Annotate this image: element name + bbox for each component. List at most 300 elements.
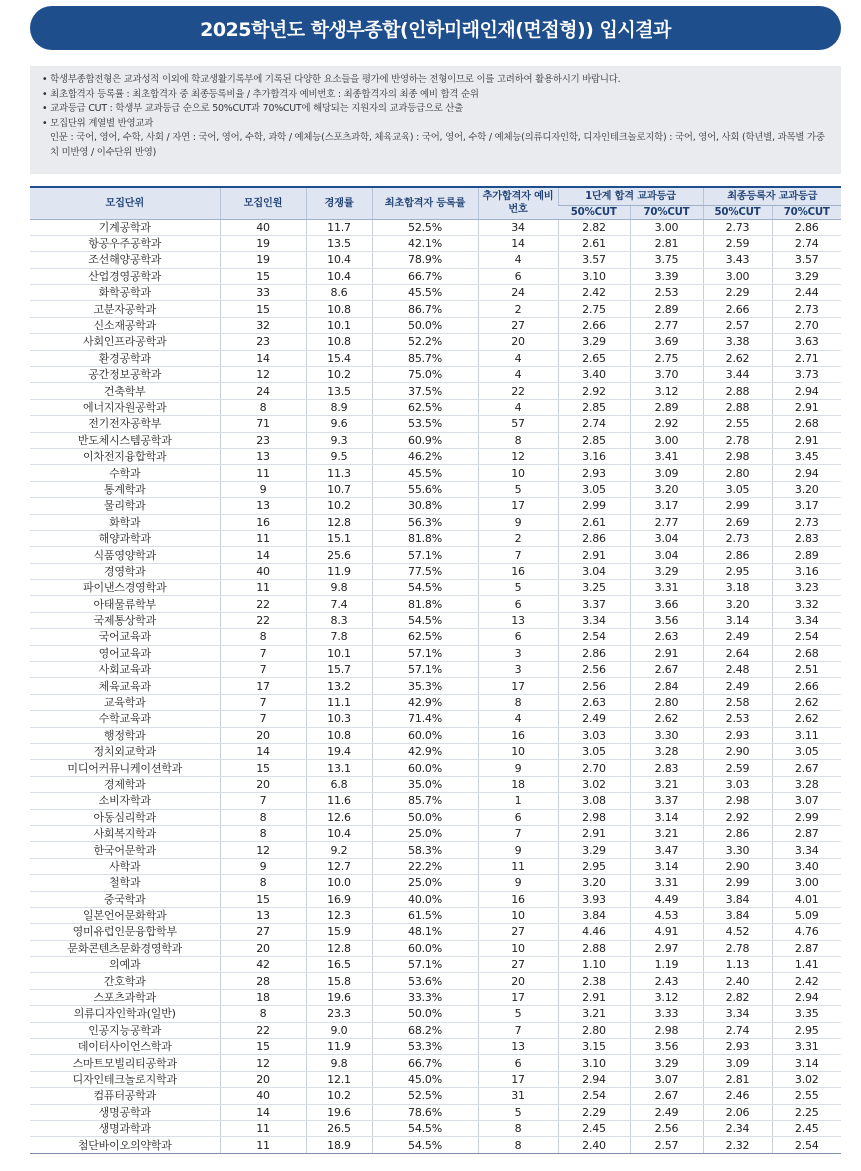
stage1-50-cell: 2.70 bbox=[558, 760, 630, 776]
waitlist-cell: 10 bbox=[478, 465, 558, 481]
quota-cell: 12 bbox=[220, 842, 306, 858]
final-50-cell: 2.90 bbox=[703, 858, 772, 874]
ratio-cell: 10.2 bbox=[306, 367, 372, 383]
final-70-cell: 2.67 bbox=[772, 760, 841, 776]
final-70-cell: 3.29 bbox=[772, 268, 841, 284]
first-reg-cell: 53.6% bbox=[372, 973, 478, 989]
ratio-cell: 10.0 bbox=[306, 875, 372, 891]
stage1-70-cell: 4.91 bbox=[630, 924, 703, 940]
first-reg-cell: 52.5% bbox=[372, 1088, 478, 1104]
first-reg-cell: 56.3% bbox=[372, 514, 478, 530]
stage1-50-cell: 3.16 bbox=[558, 448, 630, 464]
final-70-cell: 2.89 bbox=[772, 547, 841, 563]
table-row bbox=[30, 760, 841, 776]
quota-cell: 11 bbox=[220, 530, 306, 546]
col-unit-header: 모집단위 bbox=[30, 187, 220, 219]
final-70-cell: 3.45 bbox=[772, 448, 841, 464]
first-reg-cell: 78.9% bbox=[372, 252, 478, 268]
final-50-cell: 2.06 bbox=[703, 1104, 772, 1120]
table-row bbox=[30, 744, 841, 760]
table-row bbox=[30, 383, 841, 399]
quota-cell: 15 bbox=[220, 1039, 306, 1055]
stage1-50-cell: 2.80 bbox=[558, 1022, 630, 1038]
waitlist-cell: 4 bbox=[478, 350, 558, 366]
waitlist-cell: 20 bbox=[478, 973, 558, 989]
waitlist-cell: 10 bbox=[478, 940, 558, 956]
stage1-70-cell: 2.83 bbox=[630, 760, 703, 776]
final-50-cell: 3.30 bbox=[703, 842, 772, 858]
unit-cell: 사회교육과 bbox=[30, 662, 220, 678]
table-row bbox=[30, 662, 841, 678]
final-50-cell: 2.49 bbox=[703, 678, 772, 694]
first-reg-cell: 46.2% bbox=[372, 448, 478, 464]
unit-cell: 국제통상학과 bbox=[30, 612, 220, 628]
final-70-cell: 2.83 bbox=[772, 530, 841, 546]
table-row bbox=[30, 940, 841, 956]
quota-cell: 20 bbox=[220, 727, 306, 743]
ratio-cell: 8.6 bbox=[306, 285, 372, 301]
waitlist-cell: 31 bbox=[478, 1088, 558, 1104]
quota-cell: 7 bbox=[220, 711, 306, 727]
waitlist-cell: 4 bbox=[478, 399, 558, 415]
stage1-70-cell: 3.14 bbox=[630, 858, 703, 874]
stage1-50-cell: 2.45 bbox=[558, 1120, 630, 1136]
stage1-70-cell: 3.29 bbox=[630, 1055, 703, 1071]
stage1-70-cell: 2.89 bbox=[630, 399, 703, 415]
table-row bbox=[30, 367, 841, 383]
unit-cell: 파이낸스경영학과 bbox=[30, 580, 220, 596]
table-row bbox=[30, 793, 841, 809]
final-50-cell: 2.58 bbox=[703, 694, 772, 710]
final-50-cell: 2.57 bbox=[703, 317, 772, 333]
stage1-70-cell: 4.53 bbox=[630, 907, 703, 923]
final-70-cell: 1.41 bbox=[772, 957, 841, 973]
stage1-70-cell: 3.29 bbox=[630, 563, 703, 579]
unit-cell: 항공우주공학과 bbox=[30, 235, 220, 251]
table-row bbox=[30, 285, 841, 301]
final-50-cell: 2.92 bbox=[703, 809, 772, 825]
table-row bbox=[30, 629, 841, 645]
quota-cell: 23 bbox=[220, 334, 306, 350]
title-banner bbox=[30, 6, 841, 50]
waitlist-cell: 5 bbox=[478, 481, 558, 497]
final-50-cell: 2.49 bbox=[703, 629, 772, 645]
col-stage1-70-header: 70%CUT bbox=[630, 205, 703, 219]
stage1-70-cell: 3.56 bbox=[630, 1039, 703, 1055]
table-row bbox=[30, 1104, 841, 1120]
quota-cell: 71 bbox=[220, 416, 306, 432]
first-reg-cell: 55.6% bbox=[372, 481, 478, 497]
quota-cell: 8 bbox=[220, 825, 306, 841]
unit-cell: 수학과 bbox=[30, 465, 220, 481]
stage1-70-cell: 2.67 bbox=[630, 1088, 703, 1104]
table-row bbox=[30, 1120, 841, 1136]
first-reg-cell: 42.1% bbox=[372, 235, 478, 251]
first-reg-cell: 60.0% bbox=[372, 760, 478, 776]
waitlist-cell: 8 bbox=[478, 432, 558, 448]
final-70-cell: 2.71 bbox=[772, 350, 841, 366]
stage1-70-cell: 3.14 bbox=[630, 809, 703, 825]
quota-cell: 40 bbox=[220, 1088, 306, 1104]
ratio-cell: 13.5 bbox=[306, 235, 372, 251]
final-50-cell: 3.09 bbox=[703, 1055, 772, 1071]
unit-cell: 경영학과 bbox=[30, 563, 220, 579]
quota-cell: 12 bbox=[220, 1055, 306, 1071]
unit-cell: 인공지능공학과 bbox=[30, 1022, 220, 1038]
stage1-70-cell: 3.75 bbox=[630, 252, 703, 268]
final-50-cell: 4.52 bbox=[703, 924, 772, 940]
final-50-cell: 3.05 bbox=[703, 481, 772, 497]
waitlist-cell: 5 bbox=[478, 580, 558, 596]
stage1-50-cell: 2.29 bbox=[558, 1104, 630, 1120]
final-50-cell: 3.38 bbox=[703, 334, 772, 350]
first-reg-cell: 35.3% bbox=[372, 678, 478, 694]
stage1-70-cell: 2.57 bbox=[630, 1137, 703, 1153]
final-70-cell: 3.32 bbox=[772, 596, 841, 612]
quota-cell: 11 bbox=[220, 580, 306, 596]
waitlist-cell: 20 bbox=[478, 334, 558, 350]
table-row bbox=[30, 727, 841, 743]
ratio-cell: 10.2 bbox=[306, 1088, 372, 1104]
unit-cell: 식품영양학과 bbox=[30, 547, 220, 563]
waitlist-cell: 22 bbox=[478, 383, 558, 399]
unit-cell: 문화콘텐츠문화경영학과 bbox=[30, 940, 220, 956]
stage1-70-cell: 2.77 bbox=[630, 317, 703, 333]
col-ratio-header: 경쟁률 bbox=[306, 187, 372, 219]
first-reg-cell: 48.1% bbox=[372, 924, 478, 940]
quota-cell: 15 bbox=[220, 760, 306, 776]
unit-cell: 의예과 bbox=[30, 957, 220, 973]
stage1-70-cell: 2.84 bbox=[630, 678, 703, 694]
stage1-70-cell: 3.69 bbox=[630, 334, 703, 350]
ratio-cell: 10.1 bbox=[306, 645, 372, 661]
first-reg-cell: 62.5% bbox=[372, 399, 478, 415]
stage1-50-cell: 2.54 bbox=[558, 1088, 630, 1104]
final-50-cell: 2.64 bbox=[703, 645, 772, 661]
ratio-cell: 10.8 bbox=[306, 727, 372, 743]
first-reg-cell: 52.5% bbox=[372, 219, 478, 235]
unit-cell: 교육학과 bbox=[30, 694, 220, 710]
final-70-cell: 2.73 bbox=[772, 514, 841, 530]
waitlist-cell: 18 bbox=[478, 776, 558, 792]
final-70-cell: 2.66 bbox=[772, 678, 841, 694]
stage1-70-cell: 3.04 bbox=[630, 547, 703, 563]
quota-cell: 7 bbox=[220, 793, 306, 809]
final-50-cell: 2.59 bbox=[703, 760, 772, 776]
waitlist-cell: 6 bbox=[478, 1055, 558, 1071]
note-line: • 학생부종합전형은 교과성적 이외에 학교생활기록부에 기록된 다양한 요소들을 평가에 반영하는 전형이므로 이를 고려하여 활용하시기 바랍니다. bbox=[42, 74, 621, 85]
unit-cell: 신소재공학과 bbox=[30, 317, 220, 333]
first-reg-cell: 57.1% bbox=[372, 662, 478, 678]
final-50-cell: 2.46 bbox=[703, 1088, 772, 1104]
final-70-cell: 2.54 bbox=[772, 629, 841, 645]
final-70-cell: 2.42 bbox=[772, 973, 841, 989]
final-50-cell: 3.44 bbox=[703, 367, 772, 383]
ratio-cell: 12.6 bbox=[306, 809, 372, 825]
waitlist-cell: 34 bbox=[478, 219, 558, 235]
table-row bbox=[30, 875, 841, 891]
ratio-cell: 19.4 bbox=[306, 744, 372, 760]
final-70-cell: 4.76 bbox=[772, 924, 841, 940]
stage1-50-cell: 3.03 bbox=[558, 727, 630, 743]
stage1-50-cell: 2.82 bbox=[558, 219, 630, 235]
final-50-cell: 2.99 bbox=[703, 875, 772, 891]
first-reg-cell: 60.0% bbox=[372, 940, 478, 956]
ratio-cell: 12.8 bbox=[306, 514, 372, 530]
stage1-50-cell: 2.54 bbox=[558, 629, 630, 645]
ratio-cell: 11.9 bbox=[306, 1039, 372, 1055]
table-row bbox=[30, 924, 841, 940]
table-row bbox=[30, 219, 841, 235]
col-waitlist-header: 추가합격자 예비번호 bbox=[478, 187, 558, 219]
final-50-cell: 2.48 bbox=[703, 662, 772, 678]
quota-cell: 14 bbox=[220, 1104, 306, 1120]
stage1-50-cell: 3.84 bbox=[558, 907, 630, 923]
stage1-50-cell: 3.10 bbox=[558, 268, 630, 284]
stage1-70-cell: 3.04 bbox=[630, 530, 703, 546]
final-70-cell: 2.74 bbox=[772, 235, 841, 251]
stage1-50-cell: 2.66 bbox=[558, 317, 630, 333]
stage1-70-cell: 3.30 bbox=[630, 727, 703, 743]
first-reg-cell: 30.8% bbox=[372, 498, 478, 514]
table-row bbox=[30, 809, 841, 825]
stage1-70-cell: 2.62 bbox=[630, 711, 703, 727]
waitlist-cell: 11 bbox=[478, 858, 558, 874]
table-row bbox=[30, 432, 841, 448]
unit-cell: 행정학과 bbox=[30, 727, 220, 743]
stage1-70-cell: 3.09 bbox=[630, 465, 703, 481]
quota-cell: 11 bbox=[220, 465, 306, 481]
table-row bbox=[30, 825, 841, 841]
final-70-cell: 3.57 bbox=[772, 252, 841, 268]
first-reg-cell: 45.5% bbox=[372, 285, 478, 301]
stage1-70-cell: 2.63 bbox=[630, 629, 703, 645]
table-row bbox=[30, 530, 841, 546]
final-50-cell: 2.88 bbox=[703, 383, 772, 399]
table-row bbox=[30, 1039, 841, 1055]
final-50-cell: 3.34 bbox=[703, 1006, 772, 1022]
final-70-cell: 2.54 bbox=[772, 1137, 841, 1153]
final-70-cell: 2.99 bbox=[772, 809, 841, 825]
unit-cell: 조선해양공학과 bbox=[30, 252, 220, 268]
final-50-cell: 2.98 bbox=[703, 448, 772, 464]
final-70-cell: 2.70 bbox=[772, 317, 841, 333]
table-row bbox=[30, 268, 841, 284]
final-70-cell: 2.87 bbox=[772, 825, 841, 841]
ratio-cell: 7.8 bbox=[306, 629, 372, 645]
first-reg-cell: 52.2% bbox=[372, 334, 478, 350]
final-50-cell: 3.43 bbox=[703, 252, 772, 268]
quota-cell: 20 bbox=[220, 1071, 306, 1087]
final-50-cell: 2.86 bbox=[703, 825, 772, 841]
table-row bbox=[30, 301, 841, 317]
waitlist-cell: 13 bbox=[478, 1039, 558, 1055]
stage1-50-cell: 3.15 bbox=[558, 1039, 630, 1055]
first-reg-cell: 78.6% bbox=[372, 1104, 478, 1120]
stage1-50-cell: 3.04 bbox=[558, 563, 630, 579]
quota-cell: 18 bbox=[220, 989, 306, 1005]
final-50-cell: 2.98 bbox=[703, 793, 772, 809]
first-reg-cell: 50.0% bbox=[372, 1006, 478, 1022]
unit-cell: 체육교육과 bbox=[30, 678, 220, 694]
waitlist-cell: 2 bbox=[478, 530, 558, 546]
stage1-50-cell: 2.93 bbox=[558, 465, 630, 481]
stage1-50-cell: 3.29 bbox=[558, 334, 630, 350]
quota-cell: 8 bbox=[220, 875, 306, 891]
unit-cell: 중국학과 bbox=[30, 891, 220, 907]
waitlist-cell: 6 bbox=[478, 809, 558, 825]
waitlist-cell: 16 bbox=[478, 727, 558, 743]
first-reg-cell: 42.9% bbox=[372, 694, 478, 710]
unit-cell: 사회복지학과 bbox=[30, 825, 220, 841]
first-reg-cell: 71.4% bbox=[372, 711, 478, 727]
stage1-50-cell: 2.63 bbox=[558, 694, 630, 710]
final-70-cell: 2.94 bbox=[772, 465, 841, 481]
stage1-70-cell: 3.12 bbox=[630, 989, 703, 1005]
ratio-cell: 16.5 bbox=[306, 957, 372, 973]
quota-cell: 24 bbox=[220, 383, 306, 399]
final-50-cell: 2.78 bbox=[703, 940, 772, 956]
waitlist-cell: 27 bbox=[478, 924, 558, 940]
stage1-50-cell: 2.85 bbox=[558, 399, 630, 415]
stage1-50-cell: 2.61 bbox=[558, 514, 630, 530]
quota-cell: 11 bbox=[220, 1137, 306, 1153]
col-quota-header: 모집인원 bbox=[220, 187, 306, 219]
final-50-cell: 2.73 bbox=[703, 530, 772, 546]
unit-cell: 국어교육과 bbox=[30, 629, 220, 645]
waitlist-cell: 1 bbox=[478, 793, 558, 809]
unit-cell: 기계공학과 bbox=[30, 219, 220, 235]
ratio-cell: 9.8 bbox=[306, 1055, 372, 1071]
quota-cell: 17 bbox=[220, 678, 306, 694]
stage1-50-cell: 3.21 bbox=[558, 1006, 630, 1022]
ratio-cell: 11.3 bbox=[306, 465, 372, 481]
col-first-reg-header: 최초합격자 등록률 bbox=[372, 187, 478, 219]
ratio-cell: 7.4 bbox=[306, 596, 372, 612]
stage1-70-cell: 3.70 bbox=[630, 367, 703, 383]
ratio-cell: 15.4 bbox=[306, 350, 372, 366]
quota-cell: 13 bbox=[220, 448, 306, 464]
quota-cell: 8 bbox=[220, 809, 306, 825]
quota-cell: 7 bbox=[220, 645, 306, 661]
ratio-cell: 10.2 bbox=[306, 498, 372, 514]
first-reg-cell: 60.0% bbox=[372, 727, 478, 743]
final-70-cell: 2.91 bbox=[772, 432, 841, 448]
final-70-cell: 2.95 bbox=[772, 1022, 841, 1038]
unit-cell: 환경공학과 bbox=[30, 350, 220, 366]
ratio-cell: 10.4 bbox=[306, 825, 372, 841]
stage1-70-cell: 2.75 bbox=[630, 350, 703, 366]
first-reg-cell: 40.0% bbox=[372, 891, 478, 907]
final-70-cell: 2.25 bbox=[772, 1104, 841, 1120]
quota-cell: 8 bbox=[220, 1006, 306, 1022]
stage1-70-cell: 3.47 bbox=[630, 842, 703, 858]
waitlist-cell: 27 bbox=[478, 957, 558, 973]
final-70-cell: 3.20 bbox=[772, 481, 841, 497]
ratio-cell: 9.0 bbox=[306, 1022, 372, 1038]
waitlist-cell: 17 bbox=[478, 989, 558, 1005]
table-row bbox=[30, 334, 841, 350]
final-70-cell: 2.94 bbox=[772, 383, 841, 399]
final-50-cell: 3.84 bbox=[703, 907, 772, 923]
waitlist-cell: 17 bbox=[478, 498, 558, 514]
first-reg-cell: 85.7% bbox=[372, 793, 478, 809]
quota-cell: 12 bbox=[220, 367, 306, 383]
quota-cell: 20 bbox=[220, 776, 306, 792]
final-70-cell: 2.55 bbox=[772, 1088, 841, 1104]
unit-cell: 수학교육과 bbox=[30, 711, 220, 727]
waitlist-cell: 16 bbox=[478, 563, 558, 579]
stage1-70-cell: 3.37 bbox=[630, 793, 703, 809]
final-50-cell: 2.90 bbox=[703, 744, 772, 760]
table-row bbox=[30, 235, 841, 251]
waitlist-cell: 14 bbox=[478, 235, 558, 251]
final-70-cell: 2.73 bbox=[772, 301, 841, 317]
unit-cell: 생명공학과 bbox=[30, 1104, 220, 1120]
unit-cell: 일본언어문화학과 bbox=[30, 907, 220, 923]
stage1-50-cell: 2.86 bbox=[558, 530, 630, 546]
table-header bbox=[30, 187, 841, 219]
final-70-cell: 3.34 bbox=[772, 612, 841, 628]
waitlist-cell: 9 bbox=[478, 842, 558, 858]
unit-cell: 데이터사이언스학과 bbox=[30, 1039, 220, 1055]
stage1-70-cell: 2.89 bbox=[630, 301, 703, 317]
ratio-cell: 9.2 bbox=[306, 842, 372, 858]
ratio-cell: 16.9 bbox=[306, 891, 372, 907]
ratio-cell: 10.8 bbox=[306, 334, 372, 350]
ratio-cell: 6.8 bbox=[306, 776, 372, 792]
unit-cell: 스포츠과학과 bbox=[30, 989, 220, 1005]
stage1-70-cell: 3.66 bbox=[630, 596, 703, 612]
final-50-cell: 2.86 bbox=[703, 547, 772, 563]
ratio-cell: 10.4 bbox=[306, 268, 372, 284]
quota-cell: 22 bbox=[220, 596, 306, 612]
final-70-cell: 2.68 bbox=[772, 645, 841, 661]
stage1-50-cell: 2.42 bbox=[558, 285, 630, 301]
stage1-50-cell: 2.99 bbox=[558, 498, 630, 514]
stage1-70-cell: 2.56 bbox=[630, 1120, 703, 1136]
final-70-cell: 2.94 bbox=[772, 989, 841, 1005]
ratio-cell: 12.7 bbox=[306, 858, 372, 874]
first-reg-cell: 77.5% bbox=[372, 563, 478, 579]
final-50-cell: 2.32 bbox=[703, 1137, 772, 1153]
first-reg-cell: 81.8% bbox=[372, 596, 478, 612]
waitlist-cell: 8 bbox=[478, 1137, 558, 1153]
final-50-cell: 2.93 bbox=[703, 727, 772, 743]
stage1-70-cell: 3.28 bbox=[630, 744, 703, 760]
page-title: 2025학년도 학생부종합(인하미래인재(면접형)) 입시결과 bbox=[200, 18, 671, 41]
final-50-cell: 2.78 bbox=[703, 432, 772, 448]
unit-cell: 첨단바이오의약학과 bbox=[30, 1137, 220, 1153]
waitlist-cell: 5 bbox=[478, 1104, 558, 1120]
ratio-cell: 10.1 bbox=[306, 317, 372, 333]
first-reg-cell: 25.0% bbox=[372, 875, 478, 891]
stage1-50-cell: 2.40 bbox=[558, 1137, 630, 1153]
stage1-50-cell: 3.08 bbox=[558, 793, 630, 809]
final-70-cell: 3.14 bbox=[772, 1055, 841, 1071]
quota-cell: 22 bbox=[220, 1022, 306, 1038]
final-70-cell: 4.01 bbox=[772, 891, 841, 907]
ratio-cell: 23.3 bbox=[306, 1006, 372, 1022]
table-row bbox=[30, 973, 841, 989]
ratio-cell: 10.8 bbox=[306, 301, 372, 317]
stage1-50-cell: 2.75 bbox=[558, 301, 630, 317]
ratio-cell: 26.5 bbox=[306, 1120, 372, 1136]
final-70-cell: 3.00 bbox=[772, 875, 841, 891]
first-reg-cell: 22.2% bbox=[372, 858, 478, 874]
stage1-50-cell: 3.25 bbox=[558, 580, 630, 596]
table-row bbox=[30, 612, 841, 628]
